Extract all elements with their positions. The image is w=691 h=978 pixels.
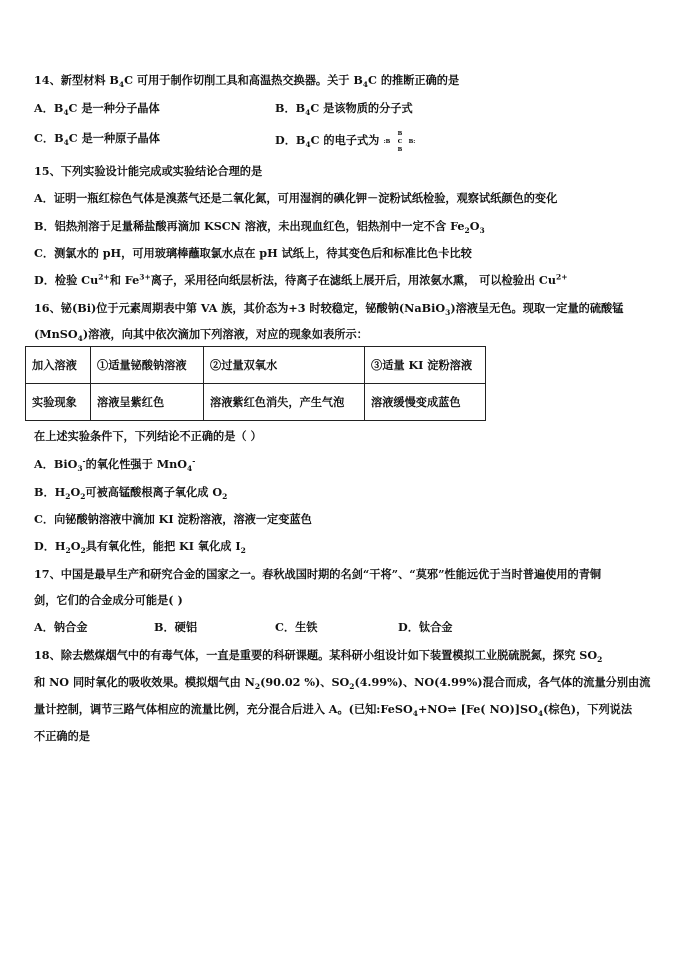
electron-formula-diagram [383, 130, 417, 152]
q16-option-b: B．$H_2O_2$可被高锰酸根离子氧化成 $O_2$ [34, 485, 228, 502]
formula-left-b: :B [383, 139, 391, 145]
table-cell: 加入溶液 [26, 347, 91, 384]
q18-stem-line2: 和 NO 同时氧化的吸收效果。模拟烟气由 $N_2(90.02$ %)、$SO_2(4.99\%)$、NO(4.99%)混合而成，各气体的流量分别由流 [34, 675, 651, 692]
table-row [26, 384, 486, 421]
q16-prompt: 在上述实验条件下，下列结论不正确的是（ ） [34, 429, 262, 443]
q16-option-d: D．$H_2O_2$具有氧化性，能把 KI 氧化成 $I_2$ [34, 539, 246, 556]
q15-option-b: B．铝热剂溶于足量稀盐酸再滴加 KSCN 溶液，未出现血红色，铝热剂中一定不含 $Fe_2O_3$ [34, 219, 485, 236]
q14-option-c: C．$B_4C$ 是一种原子晶体 [34, 131, 160, 148]
q17-option-b: B．硬铝 [154, 620, 198, 634]
q17-option-d: D．钛合金 [398, 620, 453, 634]
table-cell: 溶液紫红色消失，产生气泡 [204, 384, 365, 421]
q15-option-a: A．证明一瓶红棕色气体是溴蒸气还是二氧化氮，可用湿润的碘化钾－淀粉试纸检验，观察试纸颜色的变化 [34, 191, 558, 205]
equilibrium-arrow-icon: ⇌ [447, 702, 457, 716]
q14-option-a: A．$B_4C$ 是一种分子晶体 [34, 101, 160, 118]
formula-bottom-b: B [397, 147, 403, 152]
q18-stem-line1: 18、除去燃煤烟气中的有毒气体，一直是重要的科研课题。某科研小组设计如下装置模拟工业脱硫脱氮，探究 $SO_2$ [34, 648, 603, 665]
q16-stem-line2: (MnSO$_4$)溶液，向其中依次滴加下列溶液，对应的现象如表所示： [34, 327, 368, 344]
q15-option-c: C．测氯水的 pH，可用玻璃棒蘸取氯水点在 pH 试纸上，待其变色后和标准比色卡比较 [34, 246, 472, 260]
reaction-table [25, 346, 486, 421]
q17-option-c: C．生铁 [275, 620, 318, 634]
q18-stem-line4: 不正确的是 [34, 729, 90, 743]
q14-option-d: D．$B_4C$ 的电子式为 B :B C B: B [275, 131, 416, 152]
q16-stem-line1: 16、铋(Bi)位于元素周期表中第 VA 族，其价态为+3 时较稳定，铋酸钠(NaBiO$_3$)溶液呈无色。现取一定量的硫酸锰 [34, 301, 624, 318]
q17-stem-line1: 17、中国是最早生产和研究合金的国家之一。春秋战国时期的名剑“干将”、“莫邪”性能远优于当时普遍使用的青铜 [34, 567, 602, 581]
table-cell: 实验现象 [26, 384, 91, 421]
q17-stem-line2: 剑，它们的合金成分可能是( ) [34, 593, 183, 607]
table-cell: 溶液缓慢变成蓝色 [365, 384, 486, 421]
q14-stem: 14、新型材料 $B_4C$ 可用于制作切削工具和高温热交换器。关于 $B_4C$ 的推断正确的是 [34, 73, 460, 90]
q16-option-a: A．BiO$_3$-的氧化性强于 MnO$_4$- [34, 456, 196, 474]
table-cell: ②过量双氧水 [204, 347, 365, 384]
q15-option-d: D．检验 $Cu^{2+}$和 $Fe^{3+}$离子，采用径向纸层析法，待离子在滤纸上展开后，用浓氨水熏， 可以检验出 $Cu^{2+}$ [34, 272, 568, 287]
formula-right-b: B: [408, 139, 416, 145]
q16-option-c: C．向铋酸钠溶液中滴加 KI 淀粉溶液，溶液一定变蓝色 [34, 512, 312, 526]
table-cell: ③适量 KI 淀粉溶液 [365, 347, 486, 384]
q18-stem-line3: 量计控制，调节三路气体相应的流量比例，充分混合后进入 A。(已知:FeSO$_4$+NO⇌ [Fe( $NO)]SO_4$(棕色)，下列说法 [34, 702, 633, 719]
table-cell: ①适量铋酸钠溶液 [91, 347, 204, 384]
q14-option-b: B．$B_4C$ 是该物质的分子式 [275, 101, 413, 118]
q15-stem: 15、下列实验设计能完成或实验结论合理的是 [34, 164, 263, 178]
table-cell: 溶液呈紫红色 [91, 384, 204, 421]
table-row [26, 347, 486, 384]
formula-center-c: C [398, 139, 403, 145]
q17-option-a: A．钠合金 [34, 620, 88, 634]
formula-top-b: B [397, 131, 403, 137]
